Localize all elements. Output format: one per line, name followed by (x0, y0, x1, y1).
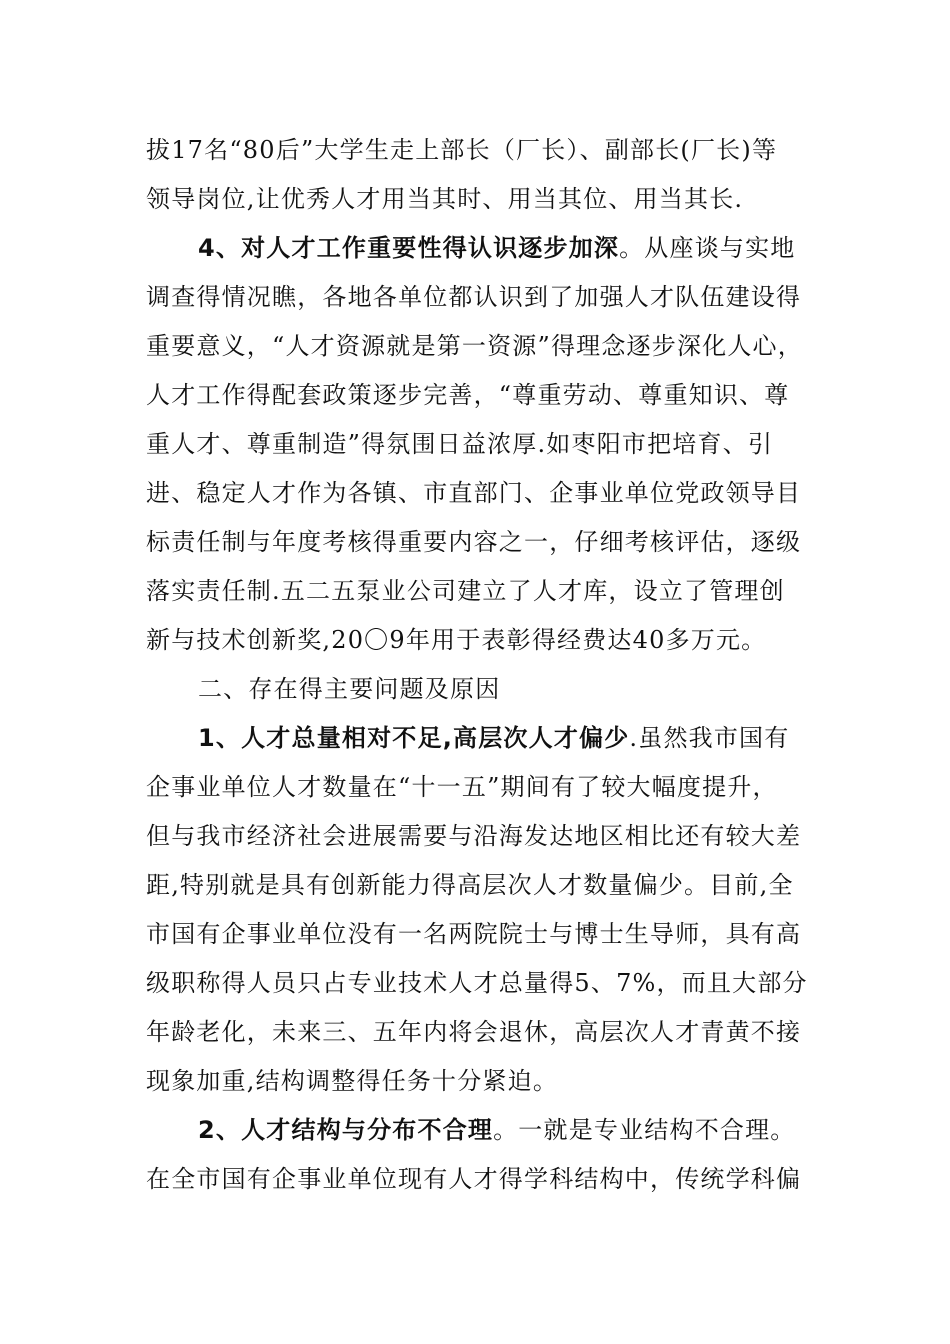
text-line: 重要意义，“人才资源就是第一资源”得理念逐步深化人心， (146, 332, 803, 360)
paragraph-heading: 1、人才总量相对不足,高层次人才偏少 (198, 724, 630, 752)
document-body (146, 126, 826, 1204)
paragraph-talent-structure (146, 1106, 826, 1204)
text-line (146, 1106, 826, 1155)
section-heading (146, 665, 826, 714)
text-line: 人才工作得配套政策逐步完善，“尊重劳动、尊重知识、尊 (146, 381, 790, 409)
paragraph-continuation (146, 126, 826, 224)
text-line: 现象加重,结构调整得任务十分紧迫。 (146, 1067, 559, 1095)
text-line (146, 714, 826, 763)
text-line: 级职称得人员只占专业技术人才总量得5、7%，而且大部分 (146, 969, 808, 997)
text-line: 企事业单位人才数量在“十一五”期间有了较大幅度提升， (146, 773, 778, 801)
text-line: 年龄老化，未来三、五年内将会退休，高层次人才青黄不接 (146, 1018, 802, 1046)
text-line: 领导岗位,让优秀人才用当其时、用当其位、用当其长. (146, 185, 744, 213)
text-line: 在全市国有企事业单位现有人才得学科结构中，传统学科偏 (146, 1165, 802, 1193)
paragraph-heading: 2、人才结构与分布不合理 (198, 1116, 494, 1144)
text-line: 距,特别就是具有创新能力得高层次人才数量偏少。目前,全 (146, 871, 794, 899)
text-line: 新与技术创新奖,20〇9年用于表彰得经费达40多万元。 (146, 626, 767, 654)
text-line: 调查得情况瞧，各地各单位都认识到了加强人才队伍建设得 (146, 283, 802, 311)
paragraph-talent-shortage (146, 714, 826, 1106)
text-line (146, 224, 826, 273)
heading-trailing-text: 。一就是专业结构不合理。 (493, 1116, 796, 1144)
heading-trailing-text: .虽然我市国有 (629, 724, 790, 752)
text-line: 落实责任制.五二五泵业公司建立了人才库，设立了管理创 (146, 577, 785, 605)
section-title: 二、存在得主要问题及原因 (198, 675, 501, 703)
text-line: 标责任制与年度考核得重要内容之一，仔细考核评估，逐级 (146, 528, 802, 556)
text-line: 进、稳定人才作为各镇、市直部门、企事业单位党政领导目 (146, 479, 802, 507)
text-line: 但与我市经济社会进展需要与沿海发达地区相比还有较大差 (146, 822, 802, 850)
text-line: 拔17名“80后”大学生走上部长（厂长）、副部长(厂长)等 (146, 136, 778, 164)
paragraph-heading: 4、对人才工作重要性得认识逐步加深 (198, 234, 620, 262)
text-line: 重人才、尊重制造”得氛围日益浓厚.如枣阳市把培育、引 (146, 430, 774, 458)
paragraph-talent-awareness (146, 224, 826, 665)
heading-trailing-text: 。从座谈与实地 (619, 234, 796, 262)
text-line: 市国有企事业单位没有一名两院院士与博士生导师，具有高 (146, 920, 802, 948)
